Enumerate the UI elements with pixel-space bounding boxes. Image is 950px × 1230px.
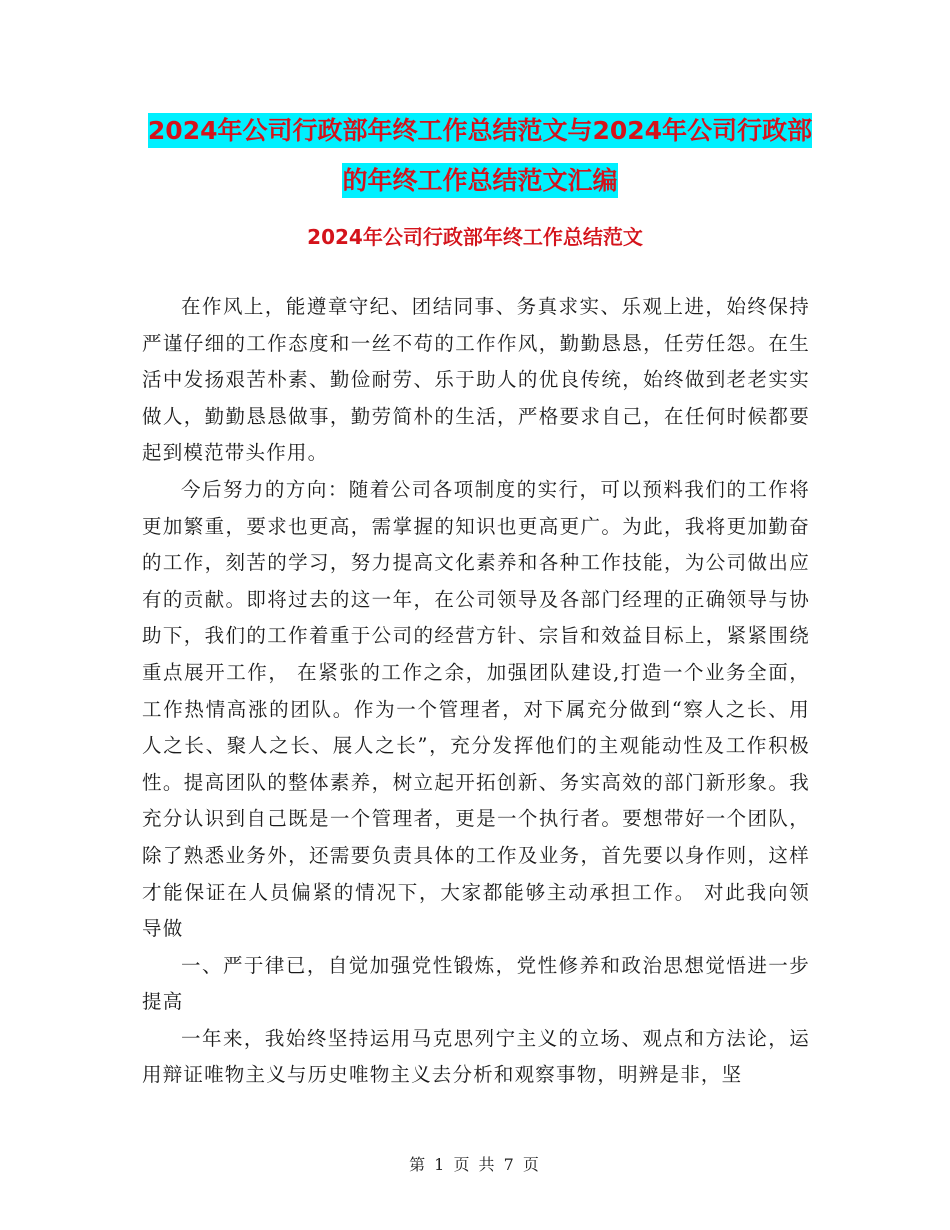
section-title: 2024年公司行政部年终工作总结范文 xyxy=(307,225,643,249)
page-footer: 第 1 页 共 7 页 xyxy=(409,1155,541,1174)
paragraph: 一年来，我始终坚持运用马克思列宁主义的立场、观点和方法论，运用辩证唯物主义与历史唯物主义去分析和观察事物，明辨是非，坚 xyxy=(142,1026,810,1087)
document-title xyxy=(140,106,820,206)
title-highlight: 2024年公司行政部年终工作总结范文与2024年公司行政部的年终工作总结范文汇编 xyxy=(148,113,812,198)
paragraph: 今后努力的方向：随着公司各项制度的实行，可以预料我们的工作将更加繁重，要求也更高，需掌握的知识也更高更广。为此，我将更加勤奋的工作，刻苦的学习，努力提高文化素养和各种工作技能，为公司做出应有的贡献。即将过去的这一年，在公司领导及各部门经理的正确领导与协助下，我们的工作着重于公司的经营方针、宗旨和效益目标上，紧紧围绕重点展开工作， 在紧张的工作之余，加强团队建设,打造一个业务全面，工作热情高涨的团队。作为一个管理者，对下属充分做到“察人之长、用人之长、聚人之长、展人之长”，充分发挥他们的主观能动性及工作积极性。提高团队的整体素养，树立起开拓创新、务实高效的部门新形象。我充分认识到自己既是一个管理者，更是一个执行者。要想带好一个团队，除了熟悉业务外，还需要负责具体的工作及业务，首先要以身作则，这样才能保证在人员偏紧的情况下，大家都能够主动承担工作。 对此我向领导做 xyxy=(142,477,810,941)
body-text xyxy=(142,289,810,1094)
paragraph-heading: 一、严于律已，自觉加强党性锻炼，党性修养和政治思想觉悟进一步提高 xyxy=(142,953,810,1014)
paragraph: 在作风上，能遵章守纪、团结同事、务真求实、乐观上进，始终保持严谨仔细的工作态度和一丝不苟的工作作风，勤勤恳恳，任劳任怨。在生活中发扬艰苦朴素、勤俭耐劳、乐于助人的优良传统，始终做到老老实实做人，勤勤恳恳做事，勤劳简朴的生活，严格要求自己，在任何时候都要起到模范带头作用。 xyxy=(142,295,810,465)
